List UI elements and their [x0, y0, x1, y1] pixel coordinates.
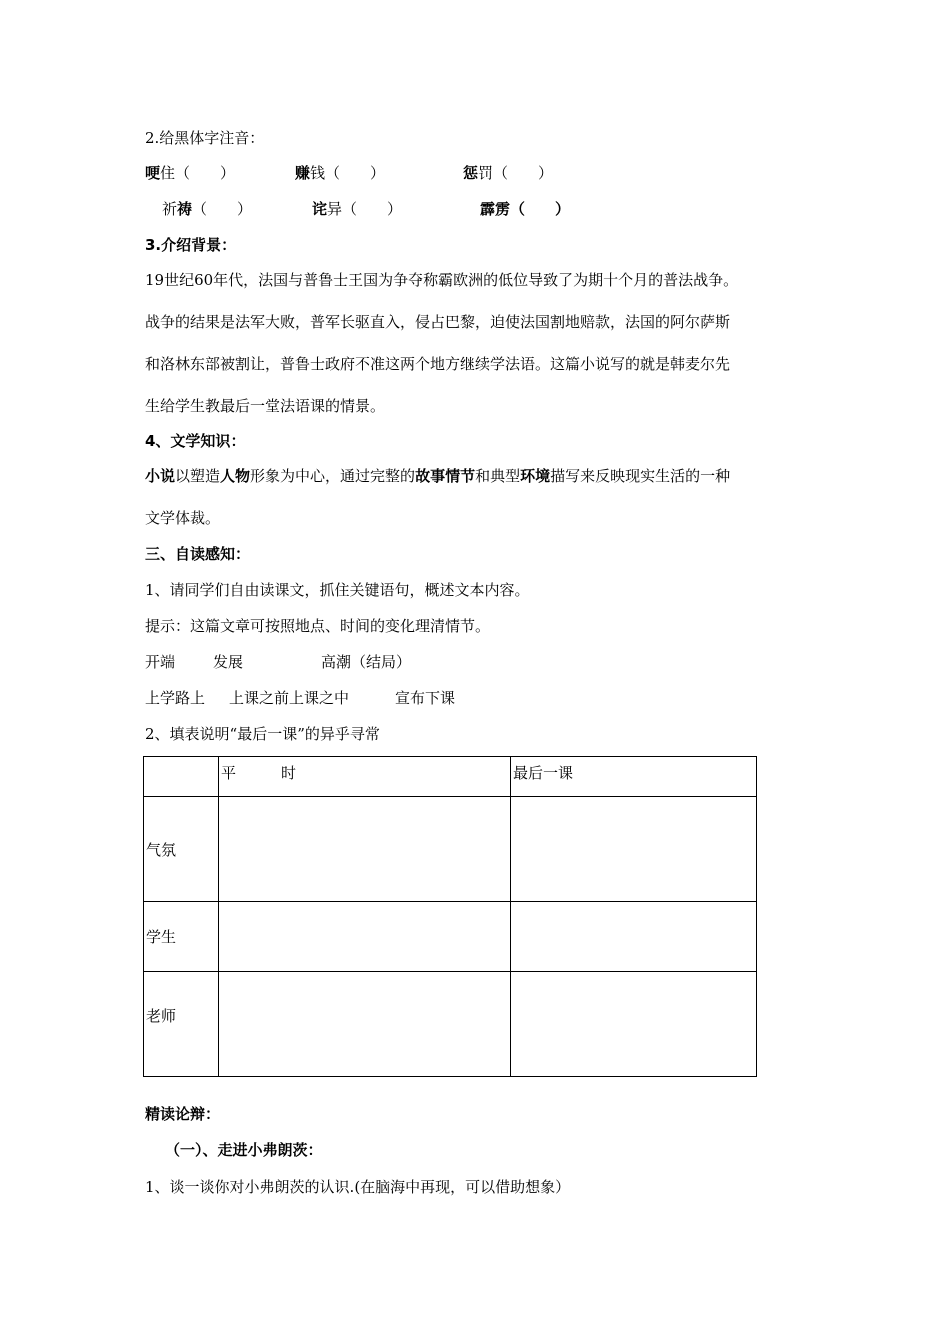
pinyin-item	[312, 199, 480, 219]
char: 异	[327, 200, 343, 218]
pinyin-blank: （ ）	[510, 200, 571, 218]
background-line: 19世纪60年代，法国与普鲁士王国为争夺称霸欧洲的低位导致了为期十个月的普法战争。	[145, 271, 739, 289]
text: 形象为中心，通过完整的	[250, 467, 416, 485]
pinyin-item	[463, 163, 553, 183]
table-cell	[511, 972, 757, 1077]
keyword: 人物	[220, 467, 251, 485]
text: 和典型	[475, 467, 521, 485]
char: 罚	[478, 164, 494, 182]
literature-line: 文学体裁。	[145, 509, 221, 527]
place: 上学路上	[145, 689, 206, 707]
section-pinyin-title: 2.给黑体字注音：	[145, 129, 265, 147]
char: 钱	[310, 164, 326, 182]
row-label: 老师	[144, 972, 219, 1077]
bold-char: 惩	[463, 164, 479, 182]
pinyin-row-2	[162, 199, 570, 219]
section-self-reading-title: 三、自读感知：	[145, 545, 251, 563]
table-header-cell	[144, 757, 219, 797]
table-cell	[511, 902, 757, 972]
row-label: 气氛	[144, 797, 219, 902]
table-header-cell: 最后一课	[511, 757, 757, 797]
table-cell	[511, 797, 757, 902]
bold-char: 霹雳	[480, 200, 511, 218]
text: 以塑造	[175, 467, 221, 485]
stage: 开端	[145, 653, 176, 671]
bold-char: 哽	[145, 164, 161, 182]
table-cell	[219, 797, 511, 902]
question-1: 1、请同学们自由读课文，抓住关键语句，概述文本内容。	[145, 581, 530, 599]
plot-places	[145, 688, 455, 708]
table-cell	[219, 902, 511, 972]
question-1: 1、谈一谈你对小弗朗茨的认识.(在脑海中再现，可以借助想象）	[145, 1178, 571, 1196]
pinyin-blank: （ ）	[175, 164, 236, 182]
row-label: 学生	[144, 902, 219, 972]
section-close-reading-title: 精读论辩：	[145, 1105, 221, 1123]
background-line: 和洛林东部被割让，普鲁士政府不准这两个地方继续学法语。这篇小说写的就是韩麦尔先	[145, 355, 731, 373]
bold-char: 祷	[177, 200, 193, 218]
bold-char: 赚	[295, 164, 311, 182]
section-background-title: 3.介绍背景：	[145, 236, 237, 254]
pinyin-row-1	[145, 163, 553, 183]
table-header-cell: 平 时	[219, 757, 511, 797]
table-row	[144, 972, 757, 1077]
section-literature-title: 4、文学知识：	[145, 432, 246, 450]
bold-char: 诧	[312, 200, 328, 218]
text: 描写来反映现实生活的一种	[550, 467, 731, 485]
question-2: 2、填表说明“最后一课”的异乎寻常	[145, 725, 380, 743]
pinyin-item	[162, 199, 312, 219]
hint-text: 提示：这篇文章可按照地点、时间的变化理清情节。	[145, 617, 491, 635]
background-line: 战争的结果是法军大败，普军长驱直入，侵占巴黎，迫使法国割地赔款，法国的阿尔萨斯	[145, 313, 731, 331]
char: 祈	[162, 200, 178, 218]
subsection-title: （一）、走进小弗朗茨：	[165, 1141, 323, 1159]
place: 上课之前上课之中	[229, 689, 350, 707]
char: 住	[160, 164, 176, 182]
background-line: 生给学生教最后一堂法语课的情景。	[145, 397, 386, 415]
table-row	[144, 902, 757, 972]
pinyin-item	[480, 199, 570, 219]
keyword: 故事情节	[415, 467, 476, 485]
table-header-row	[144, 757, 757, 797]
pinyin-blank: （ ）	[342, 200, 403, 218]
comparison-table	[143, 756, 757, 1077]
keyword: 环境	[520, 467, 551, 485]
table-cell	[219, 972, 511, 1077]
pinyin-item	[145, 163, 295, 183]
keyword: 小说	[145, 467, 176, 485]
place: 宣布下课	[395, 689, 456, 707]
table-row	[144, 797, 757, 902]
stage: 高潮（结局）	[321, 653, 412, 671]
literature-paragraph	[145, 466, 730, 486]
pinyin-item	[295, 163, 463, 183]
plot-stages	[145, 652, 411, 672]
pinyin-blank: （ ）	[325, 164, 386, 182]
pinyin-blank: （ ）	[493, 164, 554, 182]
stage: 发展	[213, 653, 244, 671]
pinyin-blank: （ ）	[192, 200, 253, 218]
